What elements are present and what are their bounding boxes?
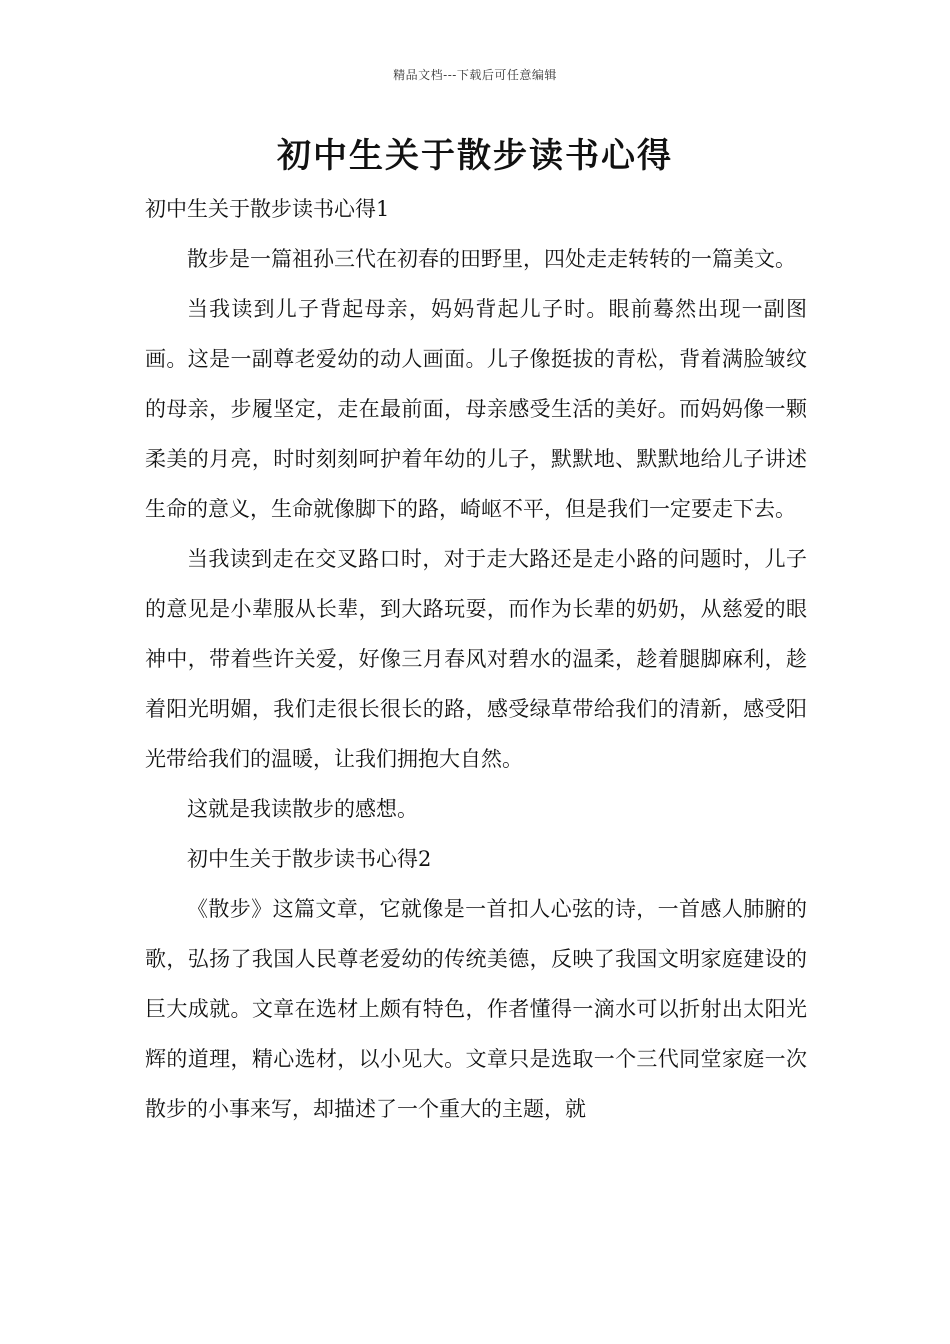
header-note: 精品文档---下载后可任意编辑 [393, 68, 557, 82]
paragraph: 当我读到儿子背起母亲，妈妈背起儿子时。眼前蓦然出现一副图画。这是一副尊老爱幼的动人画面。儿子像挺拔的青松，背着满脸皱纹的母亲，步履坚定，走在最前面，母亲感受生活的美好。而妈妈像一颗柔美的月亮，时时刻刻呵护着年幼的儿子，默默地、默默地给儿子讲述生命的意义，生命就像脚下的路，崎岖不平，但是我们一定要走下去。 [145, 297, 807, 521]
paragraph: 《散步》这篇文章，它就像是一首扣人心弦的诗，一首感人肺腑的歌，弘扬了我国人民尊老爱幼的传统美德，反映了我国文明家庭建设的巨大成就。文章在选材上颇有特色，作者懂得一滴水可以折射出太阳光辉的道理，精心选材，以小见大。文章只是选取一个三代同堂家庭一次散步的小事来写，却描述了一个重大的主题，就 [145, 897, 807, 1121]
paragraph: 当我读到走在交叉路口时，对于走大路还是走小路的问题时，儿子的意见是小辈服从长辈，到大路玩耍，而作为长辈的奶奶，从慈爱的眼神中，带着些许关爱，好像三月春风对碧水的温柔，趁着腿脚麻利，趁着阳光明媚，我们走很长很长的路，感受绿草带给我们的清新，感受阳光带给我们的温暖，让我们拥抱大自然。 [145, 547, 807, 771]
section-heading-1: 初中生关于散步读书心得1 [145, 197, 390, 221]
section-heading-2: 初中生关于散步读书心得2 [187, 847, 432, 871]
page-title: 初中生关于散步读书心得 [277, 136, 673, 176]
paragraph: 这就是我读散步的感想。 [187, 797, 418, 821]
document-body [145, 184, 807, 1134]
paragraph: 散步是一篇祖孙三代在初春的田野里，四处走走转转的一篇美文。 [187, 247, 796, 271]
